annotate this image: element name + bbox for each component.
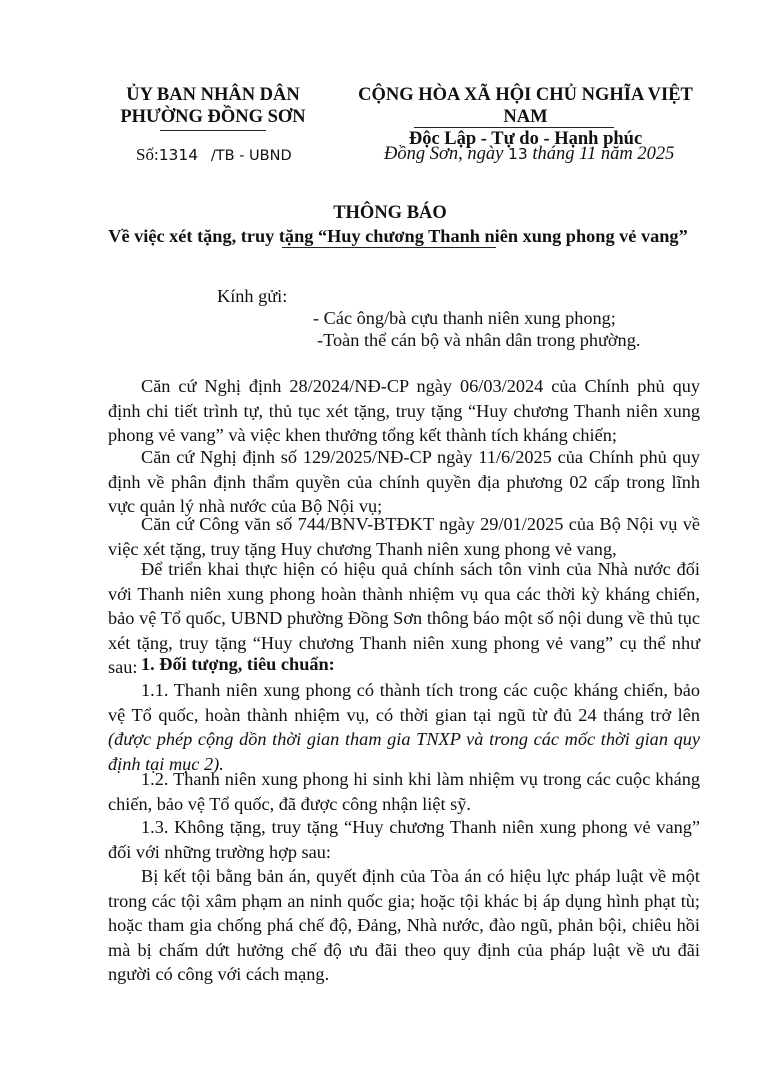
- document-title: THÔNG BÁO: [333, 203, 447, 223]
- authority-line1: ỦY BAN NHÂN DÂN: [126, 85, 300, 105]
- criterion-1-1-note: (được phép cộng dồn thời gian tham gia TNXP và trong các mốc thời gian quy định tại mục 2).: [108, 729, 700, 774]
- national-name: CỘNG HÒA XÃ HỘI CHỦ NGHĨA VIỆT NAM: [358, 85, 693, 127]
- subject-underline: [282, 247, 496, 248]
- authority-line2: PHƯỜNG ĐỒNG SƠN: [120, 107, 306, 127]
- legal-basis-3: Căn cứ Công văn số 744/BNV-BTĐKT ngày 29/01/2025 của Bộ Nội vụ về việc xét tặng, truy tặng Huy chương Thanh niên xung phong vẻ vang,: [108, 514, 700, 559]
- national-header: [338, 84, 713, 150]
- section-1-heading: 1. Đối tượng, tiêu chuẩn:: [141, 654, 335, 674]
- national-motto: Độc Lập - Tự do - Hạnh phúc: [408, 129, 643, 149]
- criterion-1-3: 1.3. Không tặng, truy tặng “Huy chương Thanh niên xung phong vẻ vang” đối với những trường hợp sau:: [108, 817, 700, 862]
- document-subject: Về việc xét tặng, truy tặng “Huy chương Thanh niên xung phong vẻ vang”: [108, 226, 688, 246]
- date-day: 13: [507, 145, 528, 163]
- date-prefix: Đồng Sơn, ngày: [384, 144, 508, 164]
- recipient-item-2: -Toàn thể cán bộ và nhân dân trong phường.: [317, 330, 641, 350]
- number-value: 1314: [158, 146, 199, 164]
- authority-underline: [160, 130, 266, 131]
- date-rest: tháng 11 năm 2025: [527, 144, 675, 164]
- recipient-item-1: - Các ông/bà cựu thanh niên xung phong;: [313, 308, 616, 328]
- number-prefix: Số:: [136, 145, 159, 164]
- recipients-label: Kính gửi:: [217, 286, 288, 306]
- criterion-1-3-detail: Bị kết tội bằng bản án, quyết định của Tòa án có hiệu lực pháp luật về một trong các tội xâm phạm an ninh quốc gia; hoặc tội khác bị áp dụng hình phạt tù; hoặc tham gia chống phá chế độ, Đảng, Nhà nước, đào ngũ, phản bội, chiêu hồi mà bị chấm dứt hưởng chế độ ưu đãi theo quy định của pháp luật về ưu đãi người có công với cách mạng.: [108, 866, 700, 985]
- legal-basis-1: Căn cứ Nghị định 28/2024/NĐ-CP ngày 06/03/2024 của Chính phủ quy định chi tiết trình tự, thủ tục xét tặng, truy tặng “Huy chương Thanh niên xung phong vẻ vang” và việc khen thưởng tổng kết thành tích kháng chiến;: [108, 376, 700, 446]
- number-suffix: /TB - UBND: [210, 148, 292, 164]
- legal-basis-2: Căn cứ Nghị định số 129/2025/NĐ-CP ngày 11/6/2025 của Chính phủ quy định về phân định thẩm quyền của chính quyền địa phương 02 cấp trong lĩnh vực quản lý nhà nước của Bộ Nội vụ;: [108, 447, 700, 517]
- issuing-authority: [118, 84, 308, 128]
- criterion-1-1: [108, 678, 700, 776]
- issue-date: [384, 143, 674, 165]
- document-number: [136, 144, 292, 167]
- criterion-1-2: 1.2. Thanh niên xung phong hi sinh khi làm nhiệm vụ trong các cuộc kháng chiến, bảo vệ Tổ quốc, đã được công nhận liệt sỹ.: [108, 769, 700, 814]
- motto-underline: [414, 127, 614, 128]
- implementation-paragraph: Để triển khai thực hiện có hiệu quả chính sách tôn vinh của Nhà nước đối với Thanh niên xung phong hoàn thành nhiệm vụ qua các thời kỳ kháng chiến, bảo vệ Tổ quốc, UBND phường Đồng Sơn thông báo một số nội dung về thủ tục xét tặng, truy tặng “Huy chương Thanh niên xung phong vẻ vang” cụ thể như sau:: [108, 559, 700, 678]
- criterion-1-1-text: 1.1. Thanh niên xung phong có thành tích trong các cuộc kháng chiến, bảo vệ Tổ quốc, hoàn thành nhiệm vụ, có thời gian tại ngũ từ đủ 24 tháng trở lên: [108, 680, 700, 725]
